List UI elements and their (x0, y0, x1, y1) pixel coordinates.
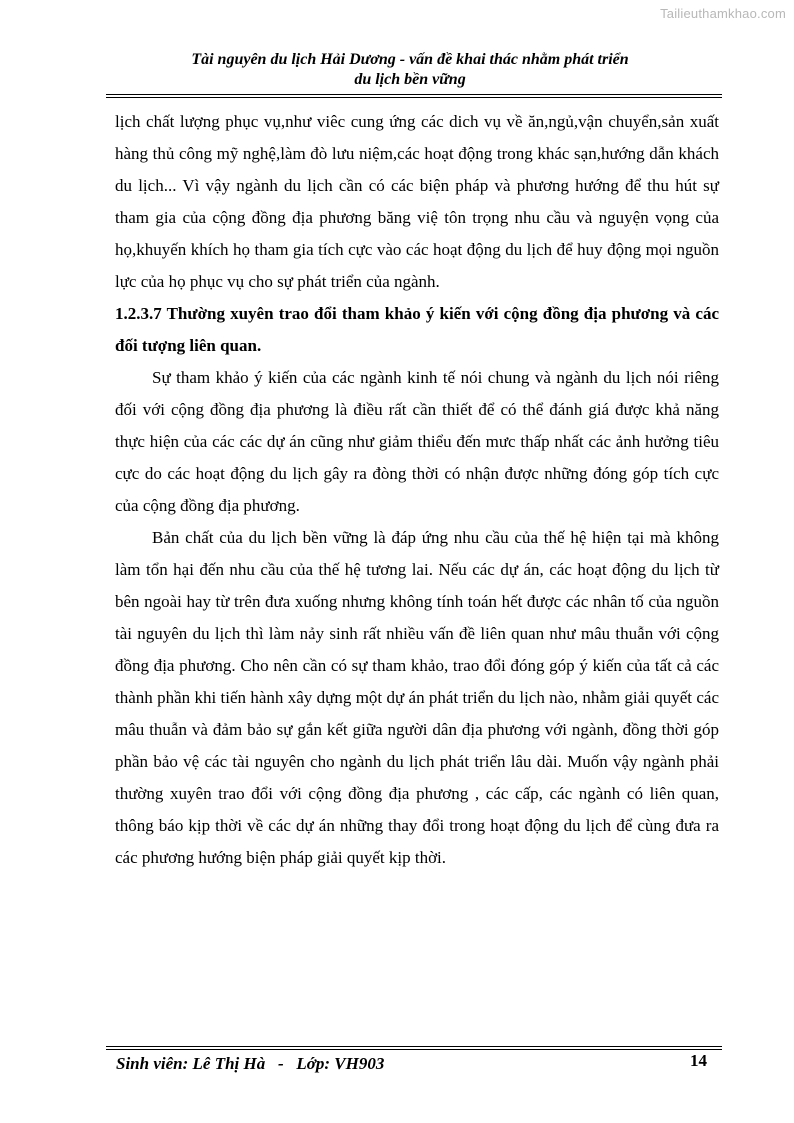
footer-student-info: Sinh viên: Lê Thị Hà - Lớp: VH903 (116, 1054, 385, 1073)
page-header (100, 50, 720, 90)
header-divider (106, 94, 722, 98)
page-number: 14 (690, 1051, 707, 1070)
body-paragraph-1: Sự tham khảo ý kiến của các ngành kinh tế nói chung và ngành du lịch nói riêng đối với cộng đồng địa phương là điều rất cần thiết để có thể đánh giá được khả năng thực hiện của các các dự án cũng như giảm thiểu đến mưc thấp nhất các ảnh hưởng tiêu cực do các hoạt động du lịch gây ra đòng thời có nhận được những đóng góp tích cực của cộng đồng địa phương. (115, 368, 719, 515)
header-title-line2: du lịch bền vững (354, 71, 466, 88)
watermark: Tailieuthamkhao.com (660, 6, 786, 21)
footer-divider (106, 1046, 722, 1050)
header-title-line1: Tài nguyên du lịch Hải Dương - vấn đề khai thác nhằm phát triển (191, 51, 629, 68)
section-heading: 1.2.3.7 Thường xuyên trao đổi tham khảo ý kiến với cộng đồng địa phương và các đối tượng liên quan. (115, 304, 719, 355)
document-body (115, 106, 719, 874)
body-paragraph-2: Bản chất của du lịch bền vững là đáp ứng nhu cầu của thế hệ hiện tại mà không làm tổn hại đến nhu cầu của thế hệ tương lai. Nếu các dự án, các hoạt động du lịch từ bên ngoài hay từ trên đưa xuống nhưng không tính toán hết được các nhân tố của nguồn tài nguyên du lịch thì làm nảy sinh rất nhiều vấn đề liên quan như mâu thuẫn với cộng đồng địa phương. Cho nên cần có sự tham khảo, trao đổi đóng góp ý kiến của tất cả các thành phần khi tiến hành xây dựng một dự án phát triển du lịch nào, nhằm giải quyết các mâu thuẫn và đảm bảo sự gắn kết giữa người dân địa phương với ngành, đồng thời góp phần bảo vệ các tài nguyên cho ngành du lịch phát triển lâu dài. Muốn vậy ngành phải thường xuyên trao đổi với cộng đồng địa phương , các cấp, các ngành có liên quan, thông báo kịp thời về các dự án những thay đổi trong hoạt động du lịch để cùng đưa ra các phương hướng biện pháp giải quyết kịp thời. (115, 528, 719, 867)
continued-paragraph: lịch chất lượng phục vụ,như viêc cung ứng các dich vụ về ăn,ngủ,vận chuyển,sản xuất hàng thủ công mỹ nghệ,làm đò lưu niệm,các hoạt động trong khác sạn,hướng dẫn khách du lịch... Vì vậy ngành du lịch cần có các biện pháp và phương hướng để thu hút sự tham gia của cộng đồng địa phương băng việ tôn trọng nhu cầu và nguyện vọng của họ,khuyến khích họ tham gia tích cực vào các hoạt động du lịch để huy động mọi nguồn lực của họ phục vụ cho sự phát triển của ngành. (115, 112, 719, 291)
